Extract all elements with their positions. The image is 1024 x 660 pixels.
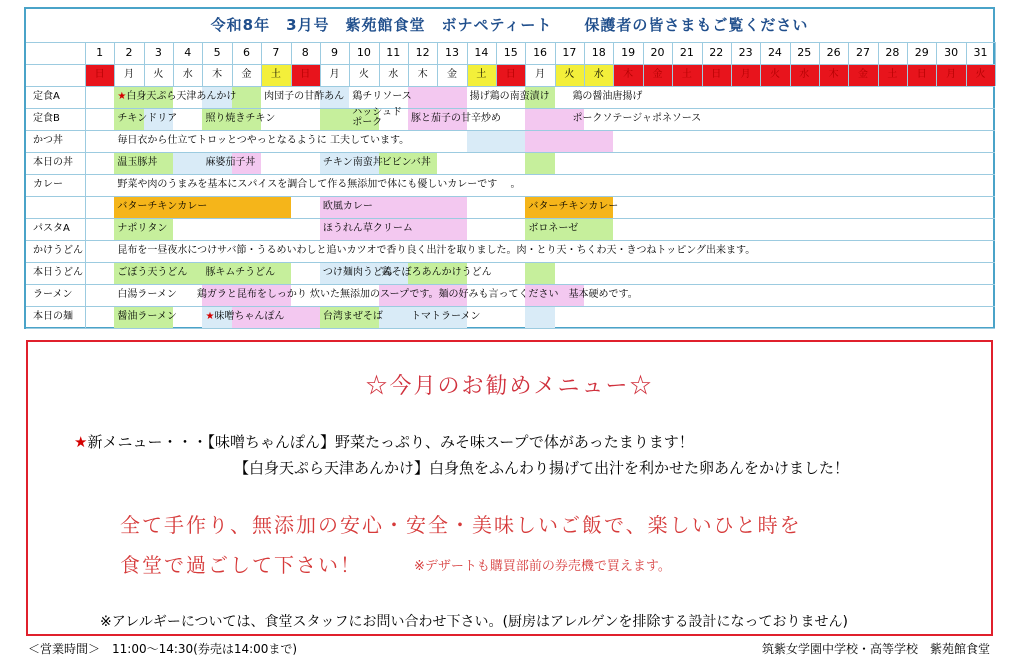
row-label: 本日の麺 — [33, 311, 73, 322]
grid-line — [584, 42, 585, 86]
grid-line — [907, 42, 908, 86]
row-label — [27, 196, 85, 218]
star-icon: ★ — [117, 91, 127, 102]
menu-item-text: 揚げ鶏の南蛮漬け — [469, 91, 550, 102]
row-label: 本日の丼 — [33, 157, 73, 168]
menu-item-text: 鶏チリソース — [352, 91, 412, 102]
grid-line — [555, 42, 556, 86]
row-label: かつ丼 — [33, 135, 63, 146]
dessert-note: ※デザートも購買部前の券売機で買えます。 — [414, 559, 671, 574]
weekday-cell: 日 — [702, 64, 731, 86]
grid-line — [702, 42, 703, 86]
weekday-cell: 水 — [173, 64, 202, 86]
weekday-cell: 木 — [408, 64, 437, 86]
grid-line — [291, 42, 292, 86]
day-number: 3 — [154, 46, 162, 59]
weekday-cell: 月 — [114, 64, 143, 86]
day-number: 14 — [474, 46, 489, 59]
weekday-cell: 木 — [202, 64, 231, 86]
grid-line — [85, 42, 86, 328]
weekday-cell: 土 — [261, 64, 290, 86]
day-number: 2 — [125, 46, 133, 59]
grid-line — [173, 42, 174, 86]
grid-line — [26, 328, 995, 329]
day-number: 18 — [591, 46, 606, 59]
grid-line — [114, 42, 115, 86]
menu-item-text: 鶏の醤油唐揚げ — [572, 91, 643, 102]
weekday-cell: 火 — [144, 64, 173, 86]
grid-line — [760, 42, 761, 86]
recommend-line-2: 【白身天ぷら天津あんかけ】白身魚をふんわり揚げて出汁を利かせた卵あんをかけました！ — [234, 459, 850, 477]
menu-item-label: 白身天ぷら天津あんかけ — [126, 91, 237, 102]
day-number: 10 — [356, 46, 371, 59]
menu-item-text: チキンドリア — [117, 113, 178, 124]
menu-item-text: ハッシュド — [352, 107, 403, 118]
menu-item-text: 醤油ラーメン — [117, 311, 177, 322]
day-number: 20 — [650, 46, 665, 59]
grid-line — [26, 218, 995, 219]
recommend-new-menu-line — [74, 431, 694, 452]
menu-item-text: 毎日衣から仕立てトロッとつやっとなるように 工夫しています。 — [117, 135, 410, 146]
day-number: 23 — [738, 46, 753, 59]
weekday-cell: 水 — [584, 64, 613, 86]
day-number: 11 — [386, 46, 401, 59]
weekday-cell: 土 — [467, 64, 496, 86]
weekday-cell: 水 — [790, 64, 819, 86]
day-number: 28 — [885, 46, 900, 59]
menu-item-text: ビビンバ丼 — [381, 157, 431, 168]
recommend-title: ☆今月のお勧めメニュー☆ — [365, 374, 654, 399]
grid-line — [26, 64, 995, 65]
day-number: 13 — [444, 46, 459, 59]
day-number: 7 — [272, 46, 280, 59]
grid-line — [320, 42, 321, 86]
menu-item-text: 肉団子の甘酢あん — [264, 91, 345, 102]
menu-item-text: ナポリタン — [117, 223, 168, 234]
grid-line — [496, 42, 497, 86]
menu-item-label: 味噌ちゃんぽん — [214, 311, 285, 322]
day-number: 8 — [301, 46, 309, 59]
allergy-note: ※アレルギーについては、食堂スタッフにお問い合わせ下さい。(厨房はアレルゲンを排除する設計になっておりません) — [100, 614, 848, 630]
weekday-cell: 月 — [525, 64, 554, 86]
menu-highlight-block — [467, 131, 526, 152]
menu-item-text: 台湾まぜそば — [322, 311, 383, 322]
grid-line — [525, 42, 526, 86]
weekday-cell: 日 — [291, 64, 320, 86]
menu-highlight-block — [408, 87, 467, 108]
menu-item-text: チキン南蛮丼 — [322, 157, 383, 168]
row-label: 本日うどん — [33, 267, 83, 278]
weekday-cell: 木 — [613, 64, 642, 86]
menu-item-text: 欧風カレー — [322, 201, 373, 212]
menu-item-text: 温玉豚丼 — [117, 157, 158, 168]
grid-line — [437, 42, 438, 86]
day-number: 15 — [503, 46, 518, 59]
grid-line — [408, 42, 409, 86]
menu-highlight-block — [525, 131, 613, 152]
row-label: かけうどん — [33, 245, 83, 256]
menu-item-text: ポークソテージャポネソース — [572, 113, 702, 124]
menu-item-text: 麻婆茄子丼 — [205, 157, 256, 168]
weekday-cell: 火 — [349, 64, 378, 86]
menu-item-text: つけ麺肉うどん — [322, 267, 393, 278]
menu-highlight-block — [525, 307, 554, 328]
grid-line — [26, 152, 995, 153]
day-number: 22 — [709, 46, 724, 59]
grid-line — [261, 42, 262, 86]
recommend-message-2: 食堂で過ごして下さい！ — [120, 553, 362, 577]
day-number: 19 — [621, 46, 636, 59]
menu-item-text: 昆布を一昼夜水につけサバ節・うるめいわしと追いカツオで香り良く出汁を取りました。肉・とり天・ちくわ天・きつねトッピング出来ます。 — [117, 245, 756, 256]
grid-line — [936, 42, 937, 86]
weekday-cell: 月 — [731, 64, 760, 86]
weekday-cell: 土 — [878, 64, 907, 86]
weekday-cell: 金 — [848, 64, 877, 86]
menu-calendar — [24, 7, 995, 329]
weekday-cell: 木 — [819, 64, 848, 86]
weekday-cell: 火 — [555, 64, 584, 86]
grid-line — [349, 42, 350, 86]
recommendation-box — [26, 340, 993, 636]
day-number: 26 — [826, 46, 841, 59]
star-icon: ★ — [205, 311, 215, 322]
grid-line — [878, 42, 879, 86]
day-number: 6 — [242, 46, 250, 59]
menu-item-text: 野菜や肉のうまみを基本にスパイスを調合して作る無添加で体にも優しいカレーです 。 — [117, 179, 521, 190]
day-number: 12 — [415, 46, 430, 59]
grid-line — [144, 42, 145, 86]
menu-item-text: 照り焼きチキン — [205, 113, 276, 124]
school-name: 筑紫女学園中学校・高等学校 紫苑館食堂 — [761, 642, 990, 656]
menu-item-text: ポーク — [352, 117, 383, 128]
grid-line — [995, 42, 996, 86]
day-number: 25 — [797, 46, 812, 59]
business-hours: ＜営業時間＞ 11:00～14:30(券売は14:00まで) — [28, 642, 298, 656]
page-title: 令和8年 3月号 紫苑館食堂 ボナペティート 保護者の皆さまもご覧ください — [26, 9, 993, 43]
weekday-cell: 日 — [907, 64, 936, 86]
menu-item-text — [117, 86, 236, 108]
day-number: 5 — [213, 46, 221, 59]
day-number: 9 — [331, 46, 339, 59]
grid-line — [790, 42, 791, 86]
day-number: 4 — [184, 46, 192, 59]
grid-line — [966, 42, 967, 86]
menu-item-text: バターチキンカレー — [528, 201, 619, 212]
grid-line — [467, 42, 468, 86]
menu-item-text — [205, 306, 284, 328]
day-number: 31 — [973, 46, 988, 59]
menu-highlight-block — [525, 153, 554, 174]
menu-item-text: ボロネーゼ — [528, 223, 579, 234]
menu-item-text: ほうれん草クリーム — [322, 223, 413, 234]
grid-line — [202, 42, 203, 86]
grid-line — [848, 42, 849, 86]
grid-line — [643, 42, 644, 86]
day-number: 21 — [679, 46, 694, 59]
menu-highlight-block — [525, 263, 554, 284]
weekday-cell: 金 — [643, 64, 672, 86]
weekday-cell: 月 — [320, 64, 349, 86]
weekday-cell: 水 — [379, 64, 408, 86]
day-number: 30 — [944, 46, 959, 59]
grid-line — [232, 42, 233, 86]
grid-line — [379, 42, 380, 86]
grid-line — [819, 42, 820, 86]
day-number: 29 — [914, 46, 929, 59]
menu-item-text: バターチキンカレー — [117, 201, 208, 212]
menu-item-text: トマトラーメン — [410, 311, 481, 322]
weekday-cell: 金 — [232, 64, 261, 86]
weekday-cell: 月 — [936, 64, 965, 86]
weekday-cell: 日 — [496, 64, 525, 86]
row-label: パスタA — [33, 223, 70, 234]
star-icon: ★ — [74, 433, 88, 451]
menu-item-text: 鶏そぼろあんかけうどん — [381, 267, 492, 278]
row-label: 定食A — [33, 91, 60, 102]
grid-line — [731, 42, 732, 86]
recommend-line-1: 新メニュー・・・【味噌ちゃんぽん】野菜たっぷり、みそ味スープで体があったまります！ — [87, 433, 694, 451]
day-number: 16 — [533, 46, 548, 59]
grid-line — [672, 42, 673, 86]
weekday-cell: 日 — [85, 64, 114, 86]
day-number: 24 — [767, 46, 782, 59]
row-label: カレー — [33, 179, 63, 190]
menu-item-text: 白湯ラーメン 鶏ガラと昆布をしっかり 炊いた無添加のスープです。麺の好みも言ってください 基本硬めです。 — [117, 289, 638, 300]
recommend-message-1: 全て手作り、無添加の安心・安全・美味しいご飯で、楽しいひと時を — [120, 513, 802, 537]
row-label: 定食B — [33, 113, 60, 124]
menu-item-text: ごぼう天うどん — [117, 267, 188, 278]
grid-line — [613, 42, 614, 86]
day-number: 17 — [562, 46, 577, 59]
weekday-cell: 火 — [966, 64, 995, 86]
grid-line — [26, 42, 995, 43]
menu-item-text: 豚と茄子の甘辛炒め — [410, 113, 501, 124]
weekday-cell: 火 — [760, 64, 789, 86]
weekday-cell: 金 — [437, 64, 466, 86]
row-label: ラーメン — [33, 289, 73, 300]
weekday-cell: 土 — [672, 64, 701, 86]
day-number: 27 — [856, 46, 871, 59]
day-number: 1 — [96, 46, 104, 59]
menu-item-text: 豚キムチうどん — [205, 267, 276, 278]
